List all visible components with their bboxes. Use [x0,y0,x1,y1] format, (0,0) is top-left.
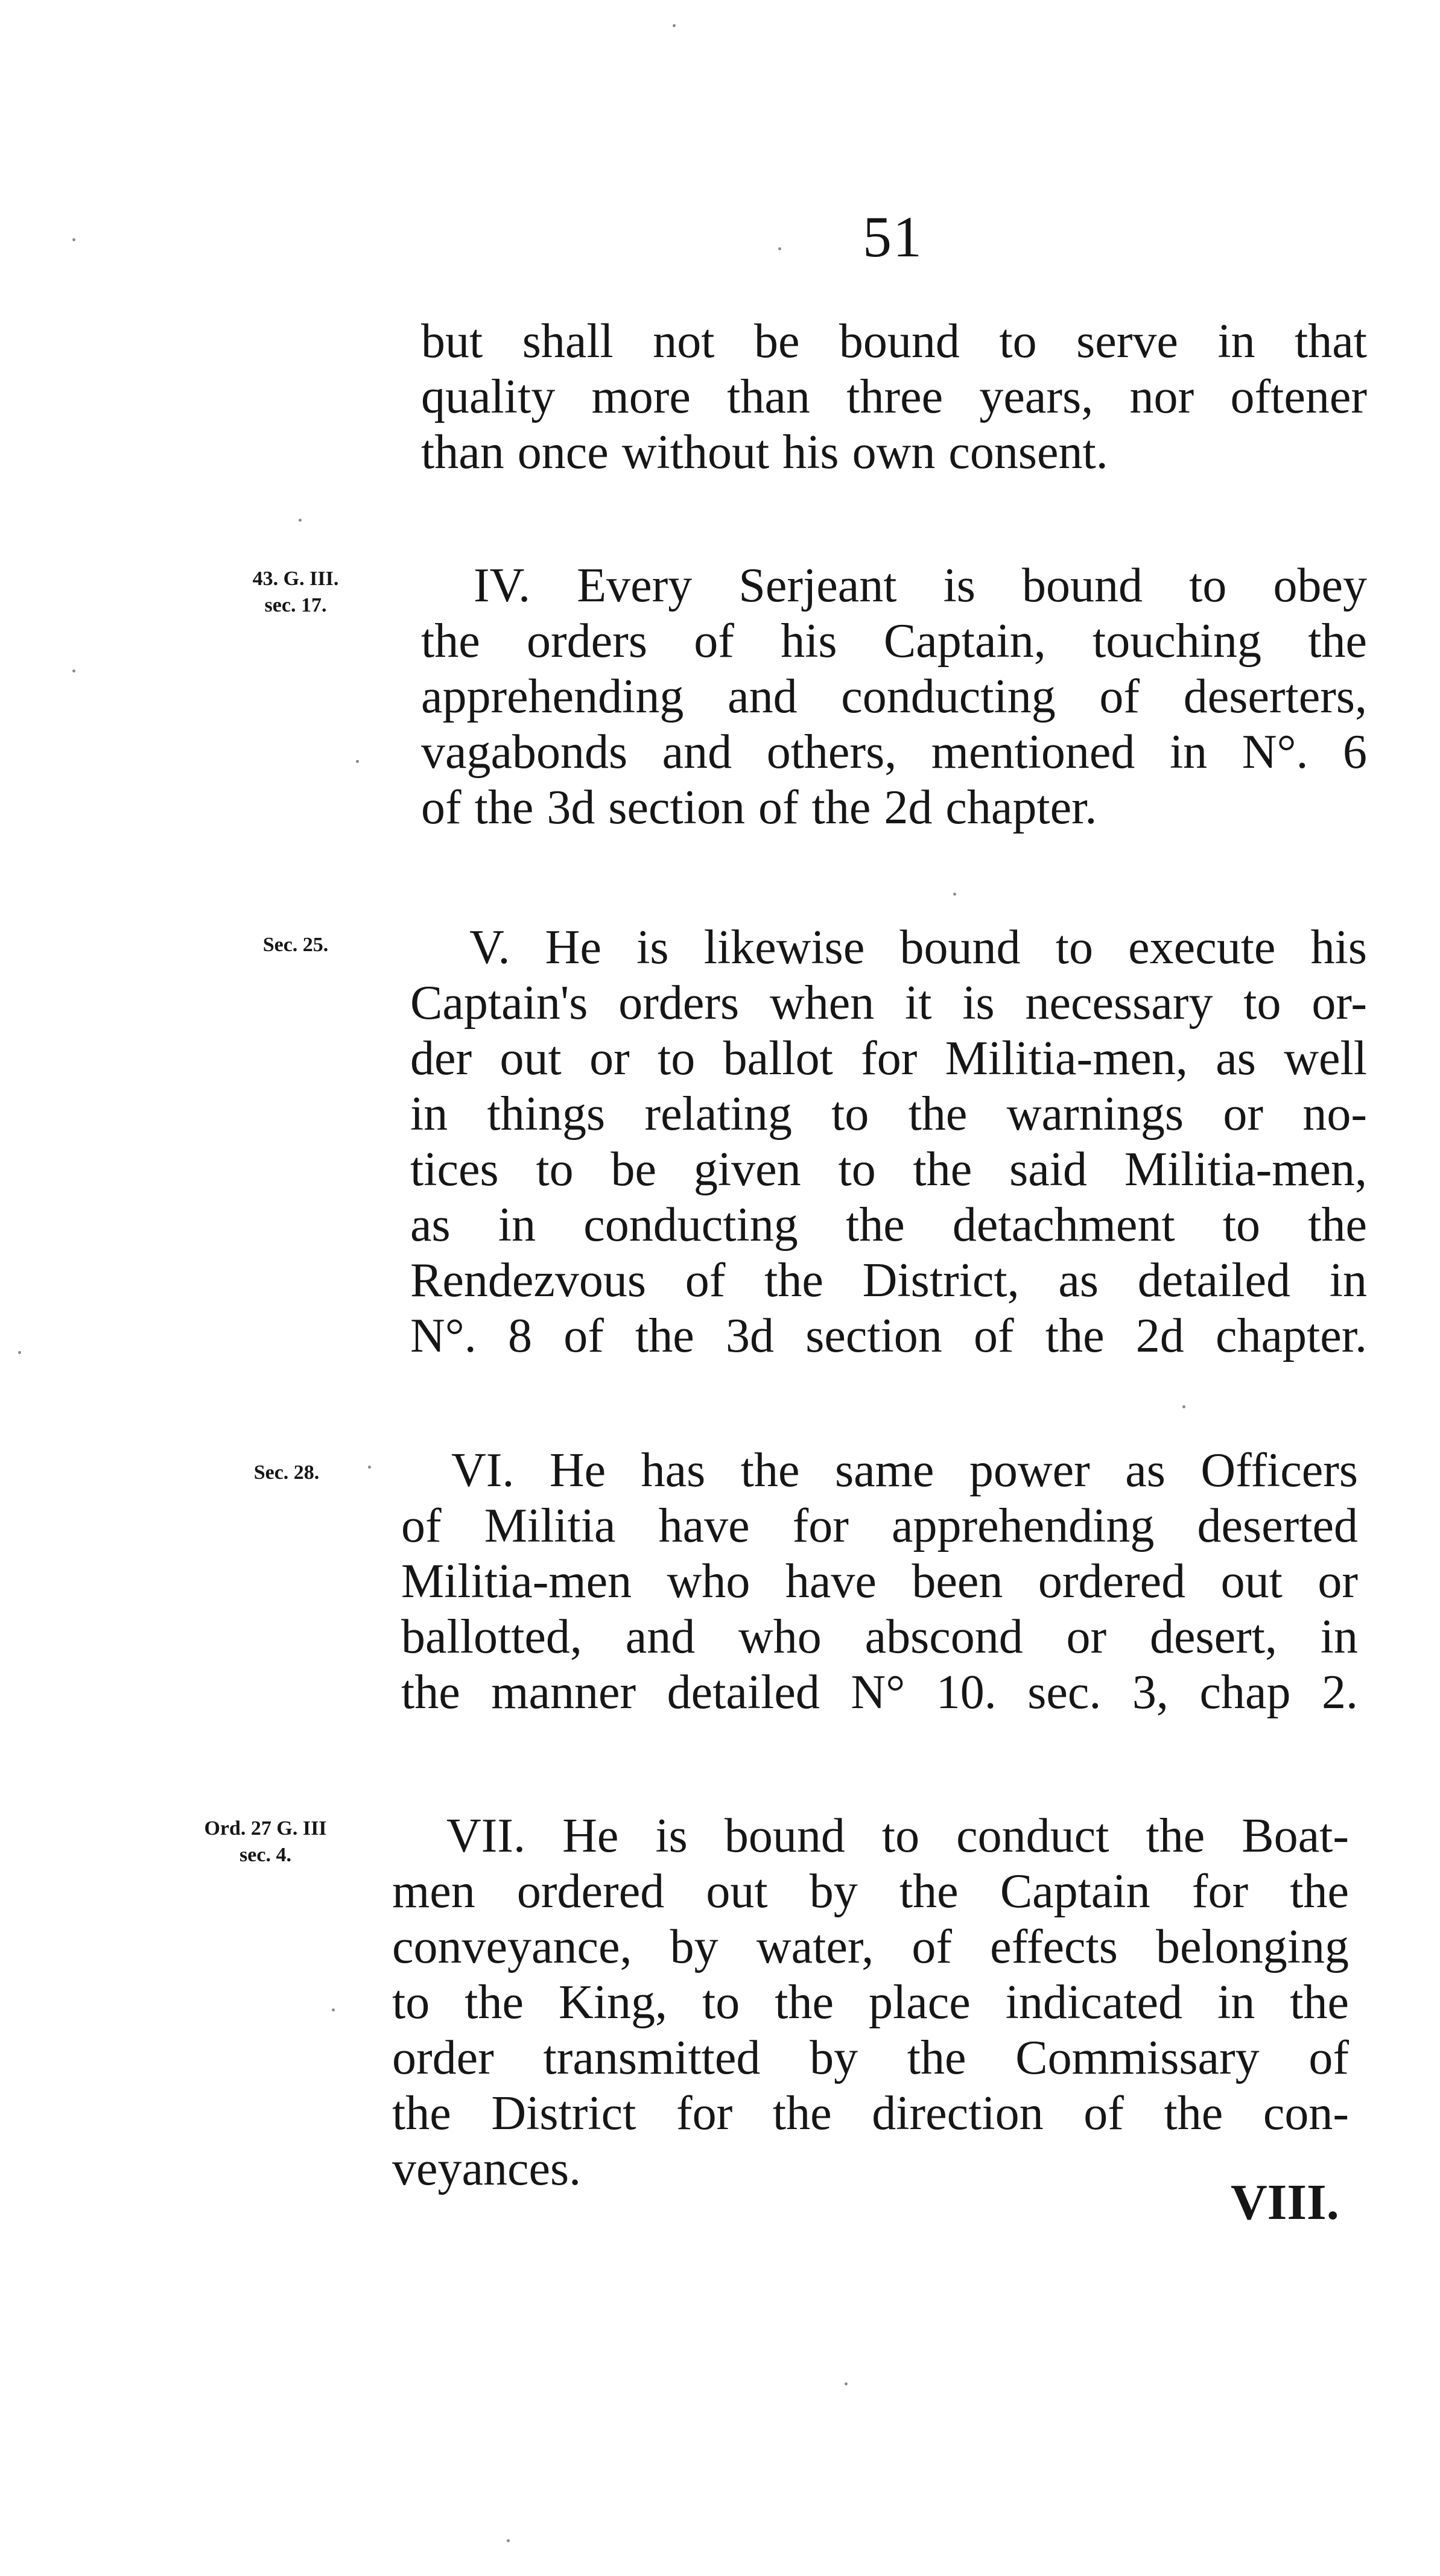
scan-speck [356,760,359,763]
margin-note-line: sec. 17. [264,594,327,616]
text-line: of Militia have for apprehending deserted [401,1499,1358,1552]
margin-note [208,566,383,619]
text-line: but shall not be bound to serve in that [421,315,1367,368]
scan-speck [18,1351,21,1354]
scan-speck [778,247,781,250]
scan-speck [332,2008,335,2011]
text-line: VI. He has the same power as Officers [451,1444,1358,1497]
text-line: apprehending and conducting of deserters, [421,670,1367,723]
catchword: VIII. [1231,2174,1339,2230]
margin-note [208,932,383,958]
text-line: conveyance, by water, of effects belonging [392,1920,1349,1973]
margin-note [199,1460,374,1486]
margin-note-line: Sec. 28. [253,1461,320,1484]
margin-note [160,1815,371,1869]
margin-note-line: Ord. 27 G. III [204,1817,327,1840]
text-line: IV. Every Serjeant is bound to obey [474,559,1367,612]
scan-speck [953,893,956,896]
text-line: VII. He is bound to conduct the Boat- [446,1809,1349,1862]
text-line: tices to be given to the said Militia-men, [410,1143,1367,1196]
page-number: 51 [863,204,923,269]
text-line: to the King, to the place indicated in the [392,1976,1349,2029]
text-line: of the 3d section of the 2d chapter. [421,781,1097,834]
text-line: than once without his own consent. [421,426,1108,479]
text-line: vagabonds and others, mentioned in N°. 6 [421,726,1367,779]
text-line: the District for the direction of the con- [392,2087,1349,2140]
scan-speck [673,24,676,27]
text-line: order transmitted by the Commissary of [392,2031,1349,2084]
scan-speck [1182,1405,1185,1408]
scan-speck [72,238,75,241]
scan-speck [507,2539,510,2542]
text-line: quality more than three years, nor oftener [421,370,1367,423]
margin-note-line: sec. 4. [239,1844,291,1866]
text-line: the orders of his Captain, touching the [421,615,1367,668]
text-line: in things relating to the warnings or no- [410,1087,1367,1141]
scan-speck [845,2382,848,2385]
text-line: men ordered out by the Captain for the [392,1865,1349,1918]
text-line: as in conducting the detachment to the [410,1198,1367,1252]
text-line: Militia-men who have been ordered out or [401,1555,1358,1608]
margin-note-line: 43. G. III. [252,568,339,590]
margin-note-line: Sec. 25. [262,934,329,956]
text-line: ballotted, and who abscond or desert, in [401,1610,1358,1663]
scan-speck [299,519,302,522]
text-line: Captain's orders when it is necessary to or- [410,976,1367,1030]
text-line: Rendezvous of the District, as detailed in [410,1254,1367,1307]
text-line: der out or to ballot for Militia-men, as well [410,1032,1367,1085]
text-line: veyances. [392,2142,582,2195]
text-line: the manner detailed N° 10. sec. 3, chap 2. [401,1666,1358,1719]
scan-speck [72,669,75,672]
scan-speck [368,1466,371,1469]
text-line: N°. 8 of the 3d section of the 2d chapter. [410,1309,1367,1362]
text-line: V. He is likewise bound to execute his [469,921,1367,974]
